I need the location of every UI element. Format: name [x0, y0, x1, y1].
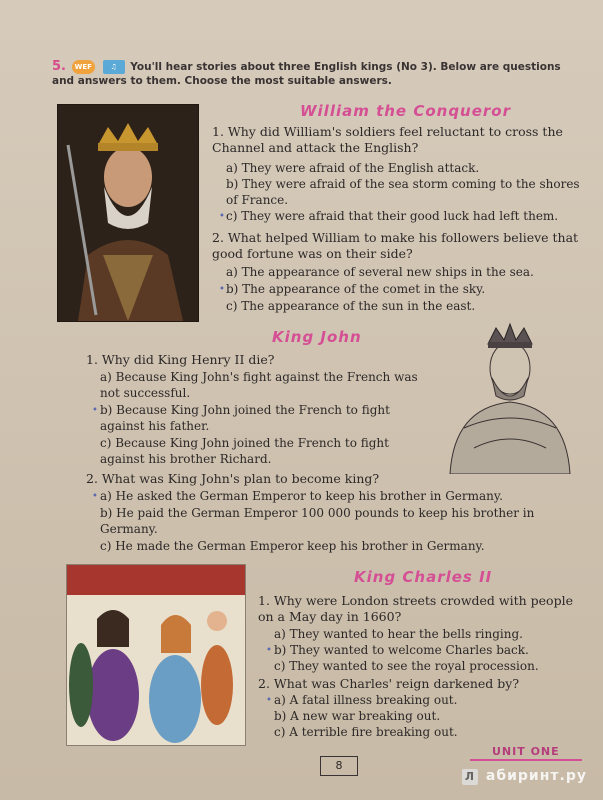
page-number: 8 — [320, 756, 358, 776]
watermark-text: абиринт.ру — [485, 768, 587, 784]
john-q2-answer-b: b) He paid the German Emperor 100 000 pounds to keep his brother in Germany. — [100, 506, 535, 536]
william-q1-answer-c: c) They were afraid that their good luck had left them. — [226, 209, 559, 223]
charles-q2-answer-b: b) A new war breaking out. — [274, 709, 441, 723]
john-q1-answer-c: c) Because King John joined the French to fight against his brother Richard. — [100, 436, 389, 466]
charles-q1-answer-a: a) They wanted to hear the bells ringing. — [274, 627, 523, 641]
william-portrait — [57, 104, 199, 322]
john-q2-answer-a: a) He asked the German Emperor to keep his brother in Germany. — [100, 489, 503, 503]
answer-mark-icon: • — [92, 491, 98, 502]
william-heading: William the Conqueror — [300, 102, 512, 120]
watermark-logo-icon: Л — [462, 769, 478, 785]
task-instructions — [52, 60, 580, 88]
john-q1-answer-b: b) Because King John joined the French to fight against his father. — [100, 403, 390, 433]
answer-mark-icon: • — [266, 645, 272, 656]
john-q1: 1. Why did King Henry II die? — [86, 352, 275, 367]
charles-q2-answer-a: a) A fatal illness breaking out. — [274, 693, 458, 707]
wef-badge-icon: WEF — [72, 60, 95, 74]
answer-mark-icon: • — [219, 211, 225, 222]
charles-q2: 2. What was Charles' reign darkened by? — [258, 676, 520, 691]
john-engraving — [444, 318, 576, 474]
watermark — [462, 768, 587, 785]
charles-q1: 1. Why were London streets crowded with people on a May day in 1660? — [258, 593, 573, 624]
william-portrait-image — [58, 105, 198, 321]
footer-divider — [470, 759, 582, 761]
task-text: You'll hear stories about three English kings (No 3). Below are questions and answers to them. Choose the most suitable answers. — [52, 61, 561, 87]
task-number: 5. — [52, 59, 66, 74]
william-q1-answer-a: a) They were afraid of the English attack. — [226, 161, 480, 175]
charles-q1-answer-b: b) They wanted to welcome Charles back. — [274, 643, 529, 657]
william-q2-answer-b: b) The appearance of the comet in the sky. — [226, 282, 486, 296]
john-q2-answer-c: c) He made the German Emperor keep his brother in Germany. — [100, 539, 485, 553]
answer-mark-icon: • — [266, 695, 272, 706]
william-q2-answer-c: c) The appearance of the sun in the east. — [226, 299, 476, 313]
unit-label: UNIT ONE — [492, 745, 560, 758]
john-q2: 2. What was King John's plan to become king? — [86, 471, 380, 486]
william-q1-answer-b: b) They were afraid of the sea storm coming to the shores of France. — [226, 177, 580, 207]
audio-cd-icon: ♫ — [103, 60, 125, 74]
charles-heading: King Charles II — [354, 568, 493, 586]
william-q1: 1. Why did William's soldiers feel reluctant to cross the Channel and attack the English? — [212, 124, 563, 155]
charles-illustration-image — [67, 565, 245, 745]
charles-q2-answer-c: c) A terrible fire breaking out. — [274, 725, 458, 739]
answer-mark-icon: • — [92, 405, 98, 416]
john-q1-answer-a: a) Because King John's fight against the French was not successful. — [100, 370, 418, 400]
charles-illustration — [66, 564, 246, 746]
john-engraving-image — [444, 318, 576, 474]
john-heading: King John — [272, 328, 362, 346]
william-q2: 2. What helped William to make his followers believe that good fortune was on their side? — [212, 230, 579, 261]
william-q2-answer-a: a) The appearance of several new ships in the sea. — [226, 265, 534, 279]
answer-mark-icon: • — [219, 284, 225, 295]
charles-q1-answer-c: c) They wanted to see the royal procession. — [274, 659, 539, 673]
